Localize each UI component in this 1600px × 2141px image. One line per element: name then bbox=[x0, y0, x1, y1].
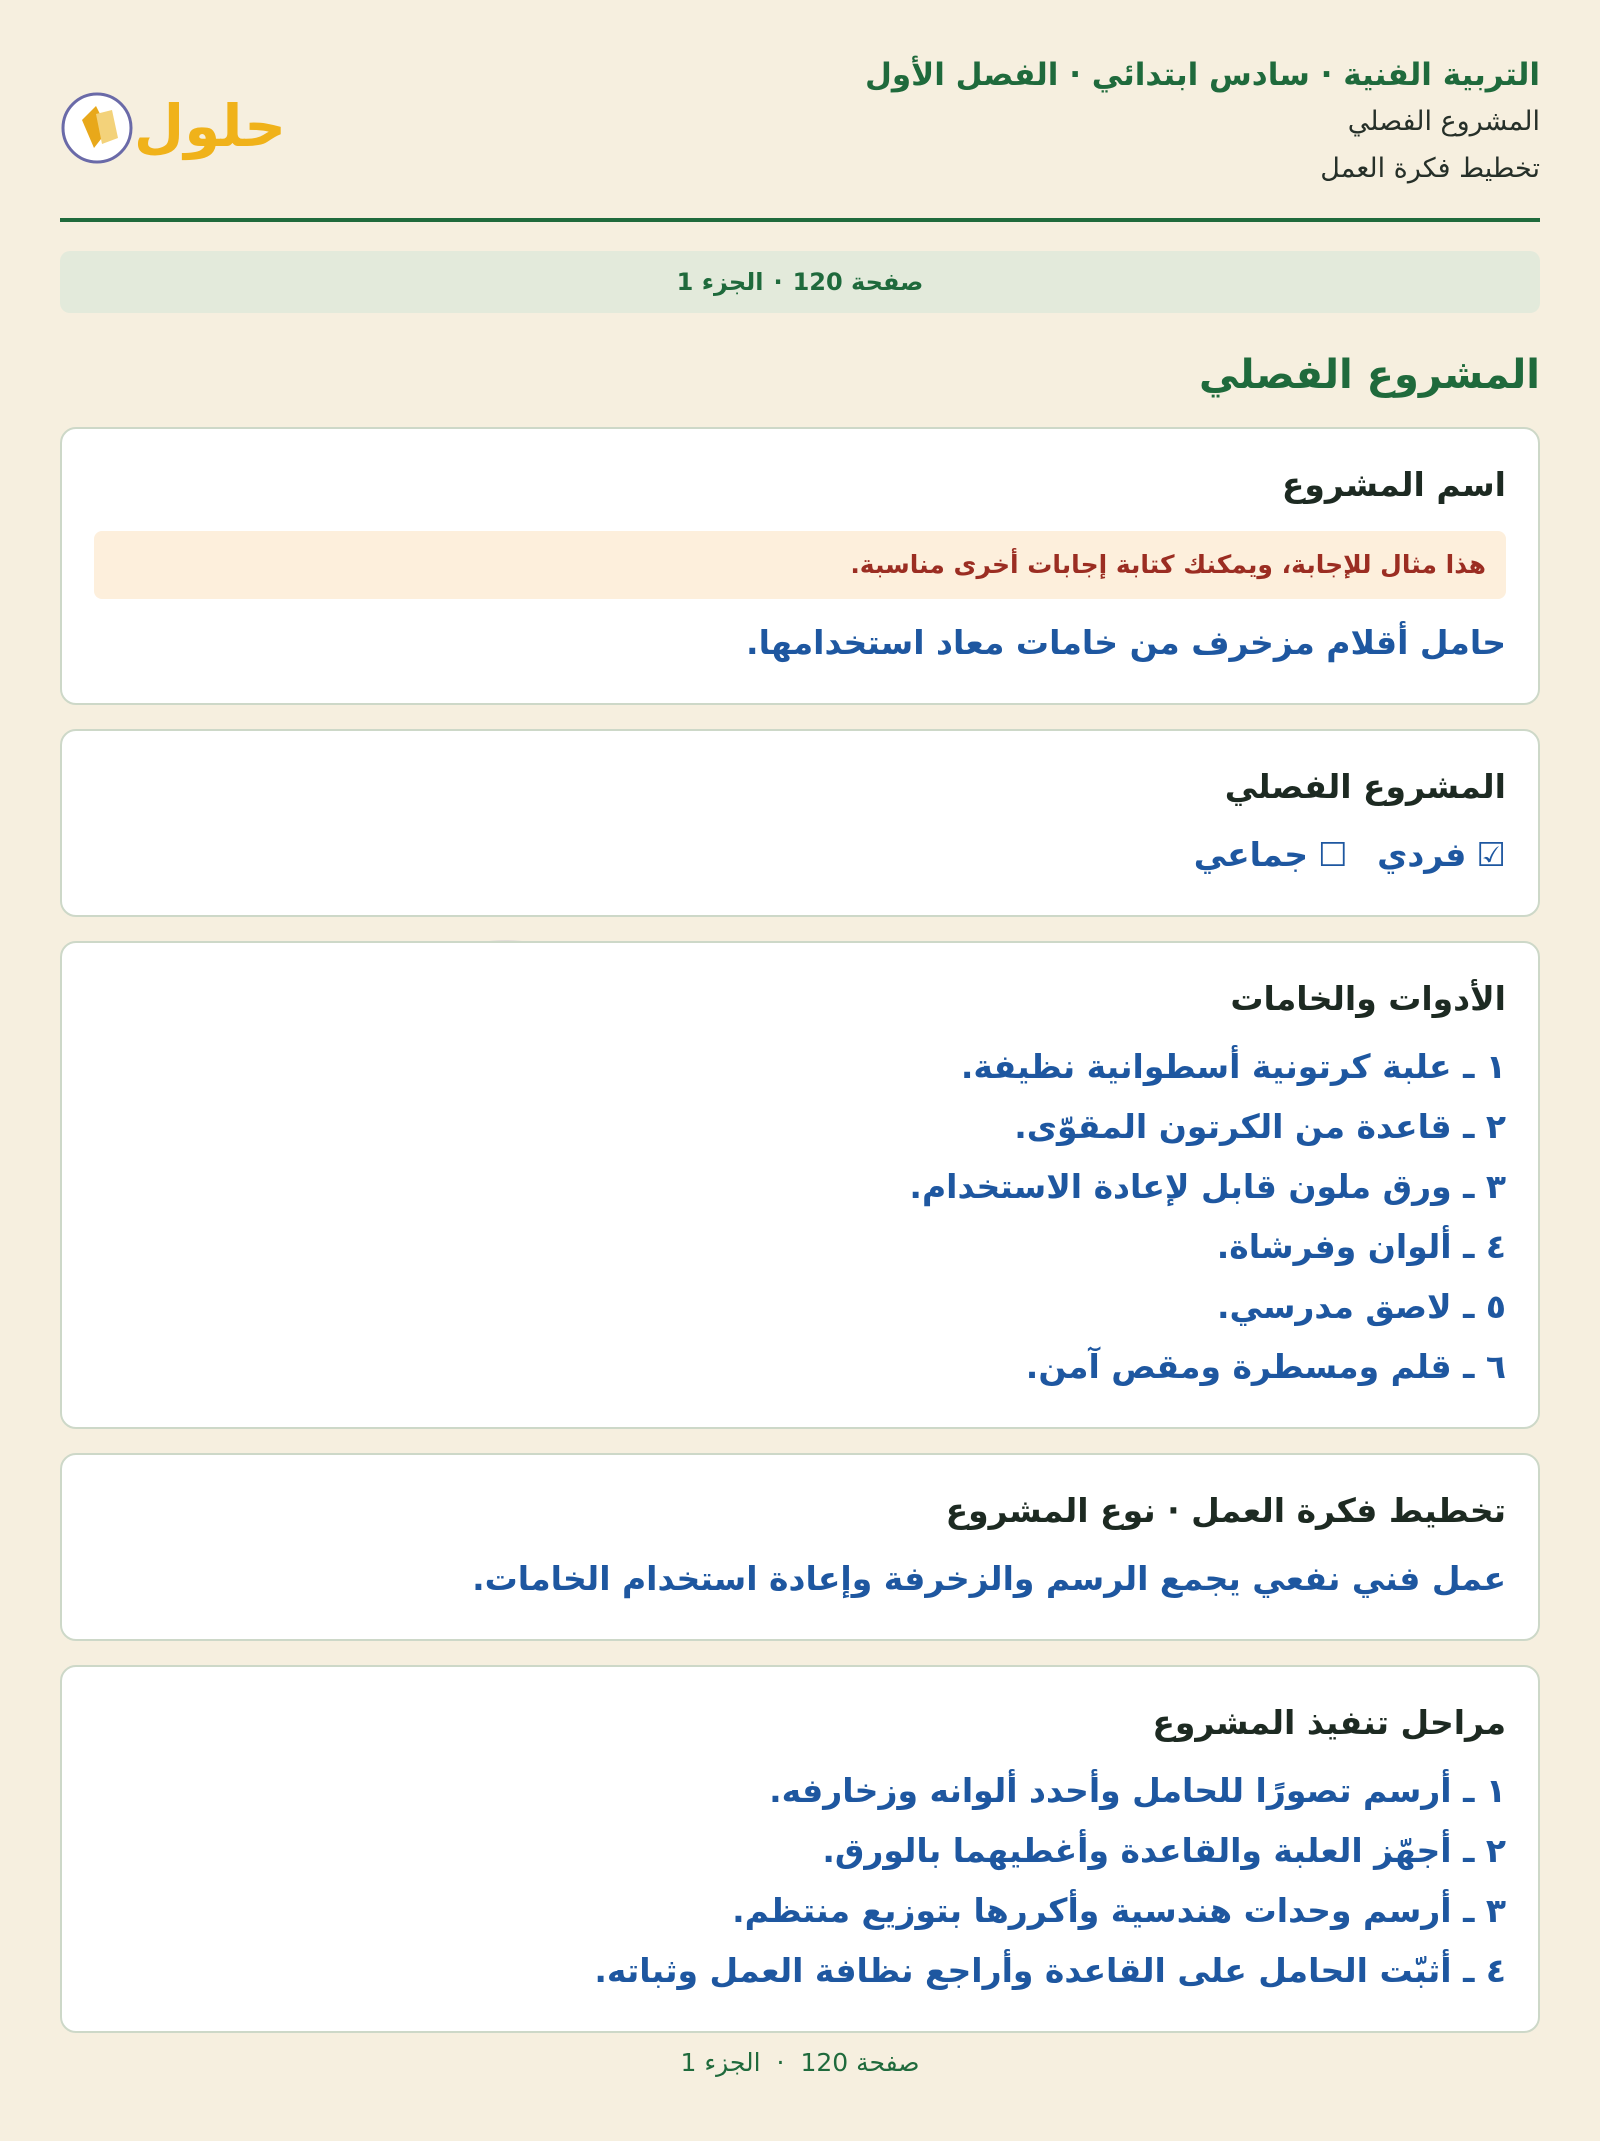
grade: سادس ابتدائي bbox=[1091, 57, 1310, 93]
stages-card bbox=[60, 1665, 1540, 2033]
page-indicator bbox=[60, 251, 1540, 313]
separator: · bbox=[776, 2048, 785, 2077]
term: الفصل الأول bbox=[864, 57, 1059, 93]
hulul-logo bbox=[60, 78, 290, 174]
part-number: الجزء 1 bbox=[680, 2048, 761, 2077]
list-item: ٢ ـ أجهّز العلبة والقاعدة وأغطيهما بالورق. bbox=[822, 1831, 1506, 1870]
tools-card bbox=[60, 941, 1540, 1429]
card-title: تخطيط فكرة العمل · نوع المشروع bbox=[945, 1491, 1506, 1530]
planning-answer: عمل فني نفعي يجمع الرسم والزخرفة وإعادة استخدام الخامات. bbox=[472, 1559, 1506, 1598]
list-item: ٤ ـ ألوان وفرشاة. bbox=[1216, 1227, 1506, 1266]
list-item: ١ ـ علبة كرتونية أسطوانية نظيفة. bbox=[960, 1047, 1506, 1086]
subject-line bbox=[865, 52, 1540, 98]
card-title: الأدوات والخامات bbox=[1230, 979, 1506, 1018]
checked-box-icon: ☑ bbox=[1476, 835, 1506, 874]
section-name: المشروع الفصلي bbox=[1347, 106, 1540, 137]
list-item: ٣ ـ أرسم وحدات هندسية وأكررها بتوزيع منتظم. bbox=[732, 1891, 1506, 1930]
planning-card bbox=[60, 1453, 1540, 1641]
project-type-card bbox=[60, 729, 1540, 917]
page-number: صفحة 120 bbox=[800, 2048, 920, 2077]
list-item: ٥ ـ لاصق مدرسي. bbox=[1217, 1287, 1506, 1326]
separator: · bbox=[1320, 57, 1333, 93]
list-item: ٤ ـ أثبّت الحامل على القاعدة وأراجع نظافة العمل وثباته. bbox=[594, 1951, 1506, 1990]
option-label: جماعي bbox=[1193, 835, 1308, 874]
option-group[interactable] bbox=[1194, 835, 1348, 874]
option-individual[interactable] bbox=[1366, 835, 1506, 874]
project-type-options bbox=[94, 825, 1506, 885]
subject: التربية الفنية bbox=[1343, 57, 1540, 93]
separator: · bbox=[773, 268, 783, 296]
list-item: ٢ ـ قاعدة من الكرتون المقوّى. bbox=[1014, 1107, 1506, 1146]
stages-list bbox=[94, 1761, 1506, 2001]
part-number: الجزء 1 bbox=[676, 268, 764, 296]
page-title: المشروع الفصلي bbox=[1199, 352, 1540, 398]
page-footer bbox=[0, 2048, 1600, 2077]
project-name-answer: حامل أقلام مزخرف من خامات معاد استخدامها. bbox=[746, 623, 1506, 662]
project-name-card bbox=[60, 427, 1540, 705]
option-label: فردي bbox=[1377, 835, 1467, 874]
answer-note: هذا مثال للإجابة، ويمكنك كتابة إجابات أخرى مناسبة. bbox=[94, 531, 1506, 599]
unchecked-box-icon: ☐ bbox=[1317, 835, 1348, 874]
page-header bbox=[60, 0, 1540, 222]
card-title: المشروع الفصلي bbox=[1224, 767, 1506, 806]
list-item: ٣ ـ ورق ملون قابل لإعادة الاستخدام. bbox=[909, 1167, 1506, 1206]
card-title: مراحل تنفيذ المشروع bbox=[1152, 1703, 1506, 1742]
logo-text: حلول bbox=[133, 92, 287, 160]
page-number: صفحة 120 bbox=[792, 268, 924, 296]
lesson-name: تخطيط فكرة العمل bbox=[1320, 153, 1540, 184]
card-title: اسم المشروع bbox=[1281, 465, 1506, 504]
tools-list bbox=[94, 1037, 1506, 1397]
separator: · bbox=[1069, 57, 1081, 93]
list-item: ١ ـ أرسم تصورًا للحامل وأحدد ألوانه وزخارفه. bbox=[769, 1771, 1506, 1810]
list-item: ٦ ـ قلم ومسطرة ومقص آمن. bbox=[1025, 1347, 1506, 1386]
